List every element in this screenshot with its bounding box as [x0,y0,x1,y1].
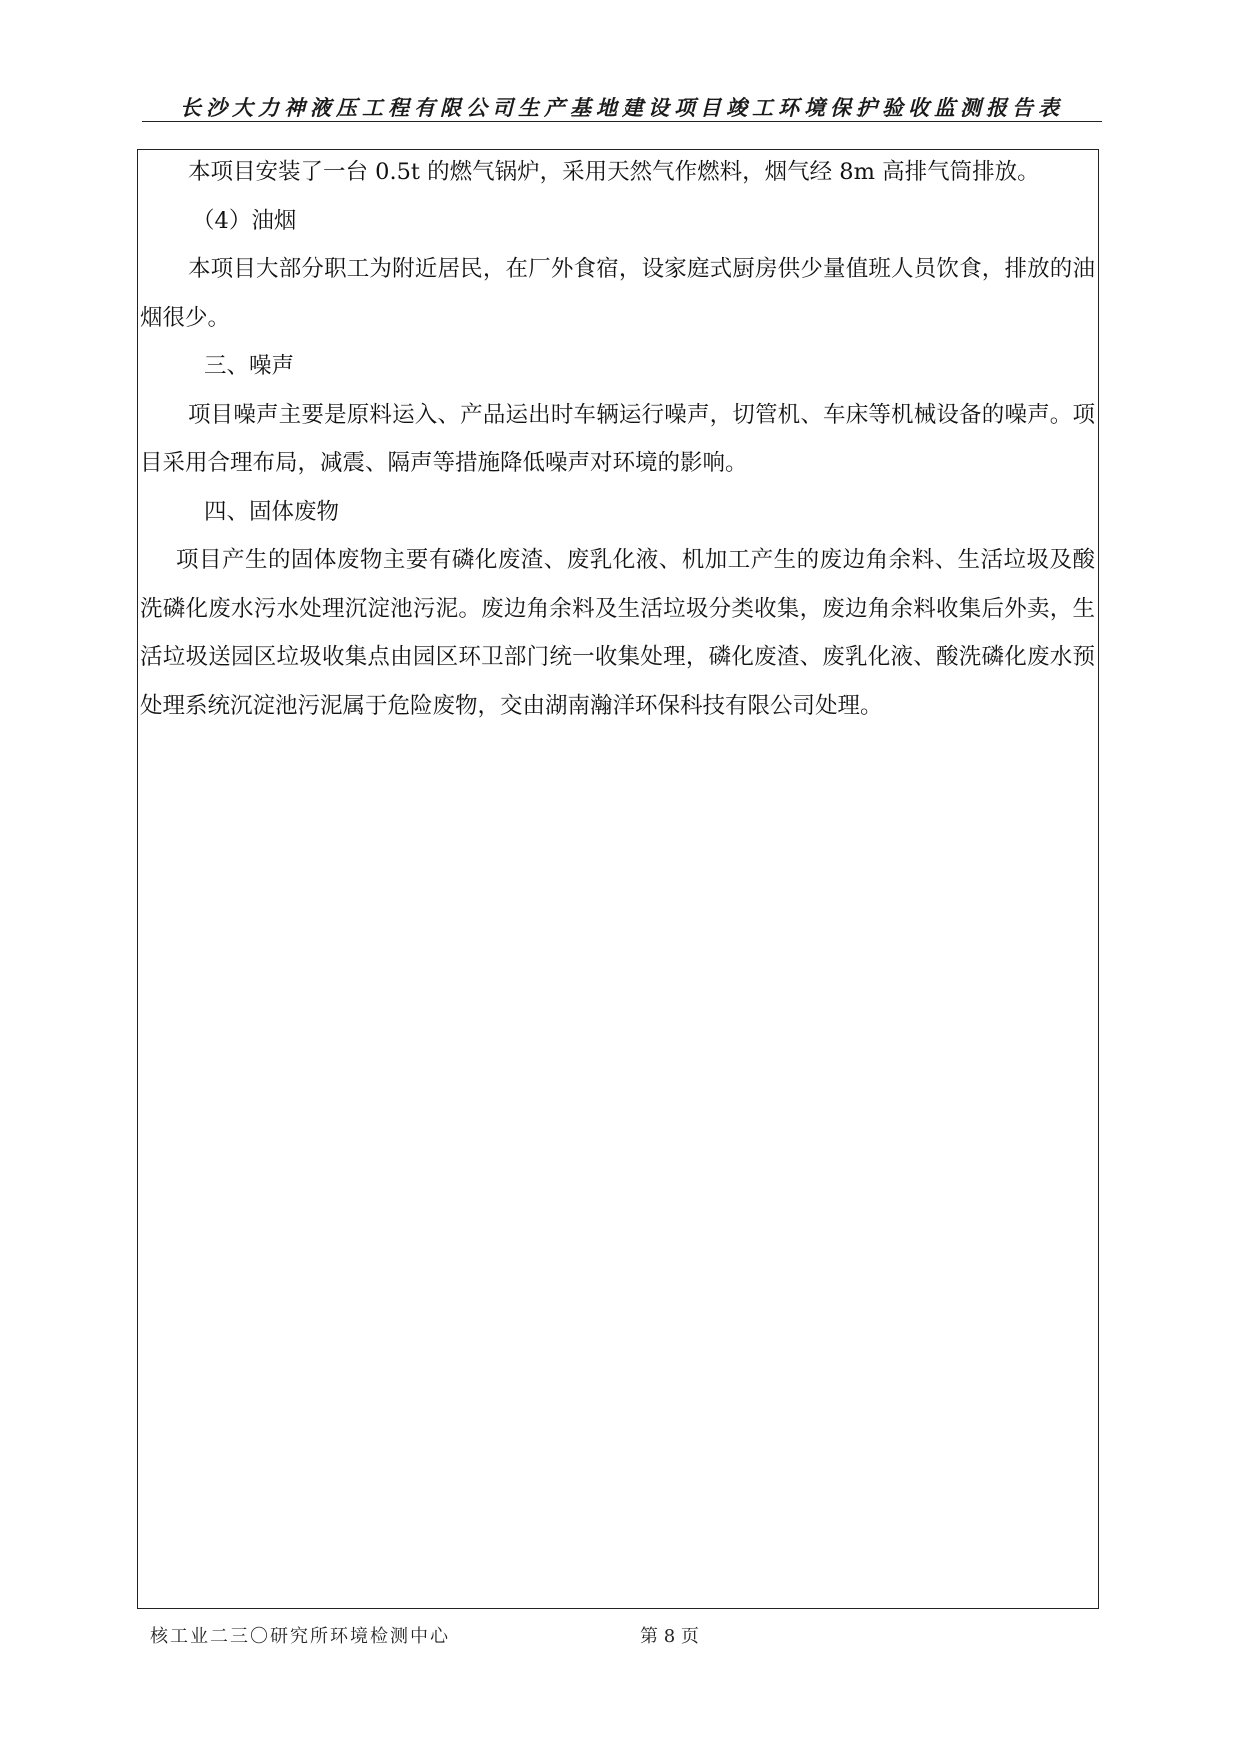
header-divider [142,121,1102,122]
section-heading-solid-waste: 四、固体废物 [204,498,340,525]
solid-waste-paragraph: 项目产生的固体废物主要有磷化废渣、废乳化液、机加工产生的废边角余料、生活垃圾及酸洗磷化废水污水处理沉淀池污泥。废边角余料及生活垃圾分类收集，废边角余料收集后外卖，生活垃圾送园区垃圾收集点由园区环卫部门统一收集处理，磷化废渣、废乳化液、酸洗磷化废水预处理系统沉淀池污泥属于危险废物，交由湖南瀚洋环保科技有限公司处理。 [140,547,1095,719]
oil-fume-paragraph: 本项目大部分职工为附近居民，在厂外食宿，设家庭式厨房供少量值班人员饮食，排放的油烟很少。 [140,256,1095,331]
section-heading-noise: 三、噪声 [204,353,295,379]
report-body [140,148,1095,730]
noise-paragraph: 项目噪声主要是原料运入、产品运出时车辆运行噪声，切管机、车床等机械设备的噪声。项目采用合理布局，减震、隔声等措施降低噪声对环境的影响。 [140,401,1095,476]
report-header-title: 长沙大力神液压工程有限公司生产基地建设项目竣工环境保护验收监测报告表 [180,95,1064,120]
boiler-paragraph: 本项目安装了一台 0.5t 的燃气锅炉，采用天然气作燃料，烟气经 8m 高排气筒排放。 [188,159,1040,185]
section-heading-oil-fume: （4）油烟 [192,207,297,234]
footer-organization: 核工业二三〇研究所环境检测中心 [150,1626,450,1647]
page-number: 第 8 页 [640,1626,699,1647]
